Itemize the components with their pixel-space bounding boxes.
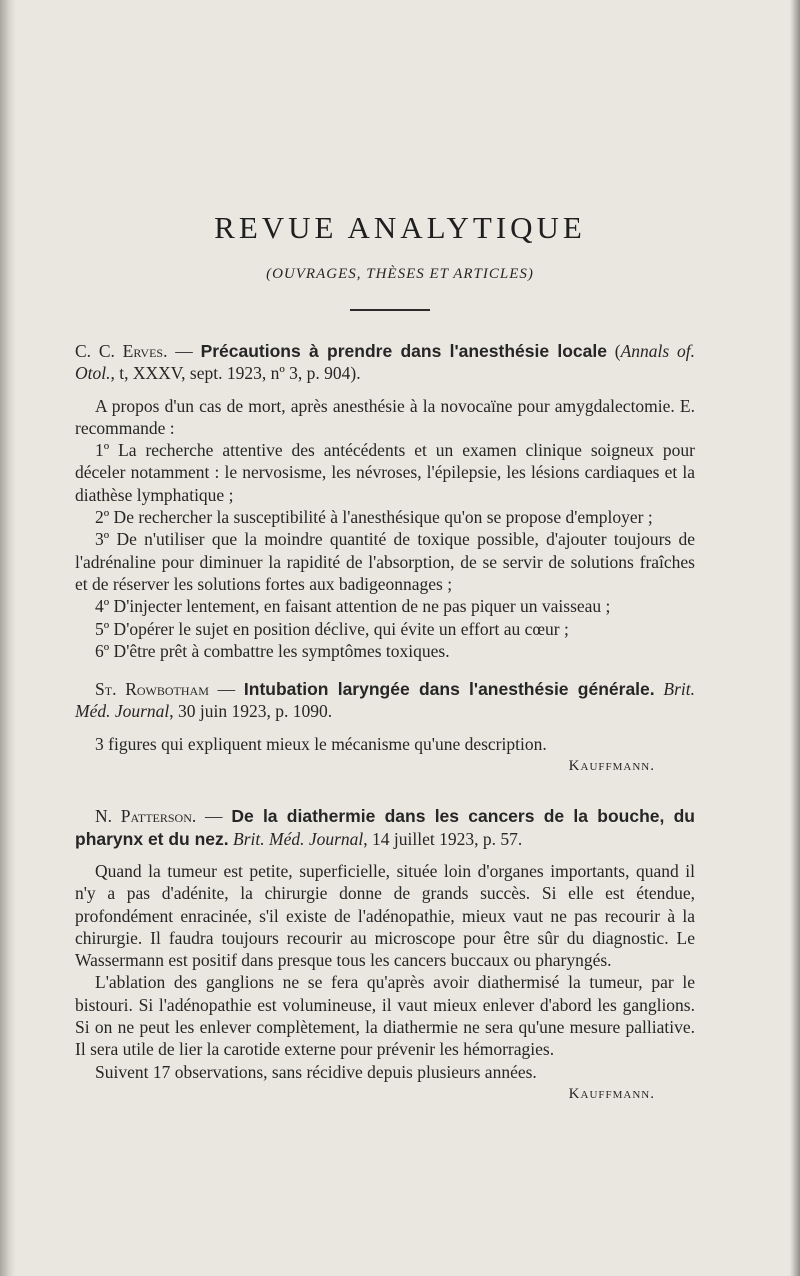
entry-paragraph: 2º De rechercher la susceptibilité à l'anesthésique qu'on se propose d'employer ; [95, 507, 653, 528]
entry-heading [75, 678, 695, 723]
entry-paragraph: 3 figures qui expliquent mieux le mécanisme qu'une description. [95, 733, 547, 754]
entry-dash: — [208, 679, 244, 700]
entry-title: Intubation laryngée dans l'anesthésie générale. [243, 679, 655, 700]
entry-journal: Brit. Méd. Journal [75, 679, 696, 722]
page-right-edge [790, 0, 800, 1276]
entry-author: N. Patterson. [95, 806, 197, 827]
entry-journal: Annals of. Otol. [75, 341, 696, 384]
entry-paragraph: Suivent 17 observations, sans récidive depuis plusieurs années. [95, 1061, 537, 1082]
entry-author: St. Rowbotham [95, 679, 209, 700]
entry-paragraph: Quand la tumeur est petite, superficielle, située loin d'organes importants, quand il n'y a pas d'adénite, la chirurgie donne de grands succès. Si elle est étendue, profondément enracinée, s'il existe de l'adénopathie, mieux vaut ne pas recourir à la chirurgie. Il faudra toujours recourir au microscope pour être sûr du diagnostic. Le Wassermann est positif dans presque tous les cancers buccaux ou pharyngés. [75, 860, 695, 971]
entry-signature: Kauffmann. [568, 758, 655, 775]
entry-ref-rest: , t, XXXV, sept. 1923, nº 3, p. 904). [110, 363, 361, 384]
entry-paragraph: 3º De n'utiliser que la moindre quantité de toxique possible, d'ajouter toujours de l'adrénaline pour diminuer la rapidité de l'absorption, de se servir de solutions fraîches et de réserver les solutions fortes aux badigeonnages ; [75, 529, 695, 594]
entry-dash: — [167, 341, 201, 361]
review-entry [75, 678, 695, 777]
entry-paragraph: 4º D'injecter lentement, en faisant attention de ne pas piquer un vaisseau ; [95, 596, 611, 617]
entry-title: Précautions à prendre dans l'anesthésie locale [200, 341, 607, 361]
entry-journal: Brit. Méd. Journal [233, 828, 364, 849]
entry-heading [75, 340, 695, 385]
page-subtitle: (OUVRAGES, THÈSES ET ARTICLES) [266, 266, 534, 282]
entry-ref-open: ( [606, 341, 621, 361]
entry-paragraph: 6º D'être prêt à combattre les symptômes toxiques. [95, 640, 450, 661]
entry-paragraph: L'ablation des ganglions ne se fera qu'après avoir diathermisé la tumeur, par le bistouri. Si l'adénopathie est volumineuse, il vaut mieux enlever d'abord les ganglions. Si on ne peut les enlever complètement, la diathermie ne sera qu'une mesure palliative. Il sera utile de lier la carotide externe pour prévenir les hémorragies. [75, 972, 695, 1060]
entry-author: C. C. Erves. [75, 341, 168, 361]
entry-title: De la diathermie dans les cancers de la bouche, du pharynx et du nez. [75, 806, 695, 849]
entry-signature: Kauffmann. [568, 1085, 655, 1102]
entry-paragraph: A propos d'un cas de mort, après anesthésie à la novocaïne pour amygdalectomie. E. recommande : [75, 395, 695, 438]
title-rule [350, 309, 430, 311]
entry-dash: — [196, 806, 232, 827]
entry-ref-rest: , 14 juillet 1923, p. 57. [363, 828, 523, 849]
page-left-edge [0, 0, 16, 1276]
entry-heading [75, 805, 695, 850]
page-title: REVUE ANALYTIQUE [214, 210, 586, 245]
article-body [75, 340, 695, 1105]
review-entry [75, 340, 695, 662]
entry-paragraph: 5º D'opérer le sujet en position déclive, qui évite un effort au cœur ; [95, 618, 569, 639]
page-header [0, 210, 800, 311]
review-entry [75, 805, 695, 1105]
entry-ref-rest: , 30 juin 1923, p. 1090. [169, 701, 333, 722]
entry-paragraph: 1º La recherche attentive des antécédents et un examen clinique soigneux pour déceler notamment : le nervosisme, les névroses, l'épilepsie, les lésions cardiaques et la diathèse lymphatique ; [75, 440, 695, 505]
